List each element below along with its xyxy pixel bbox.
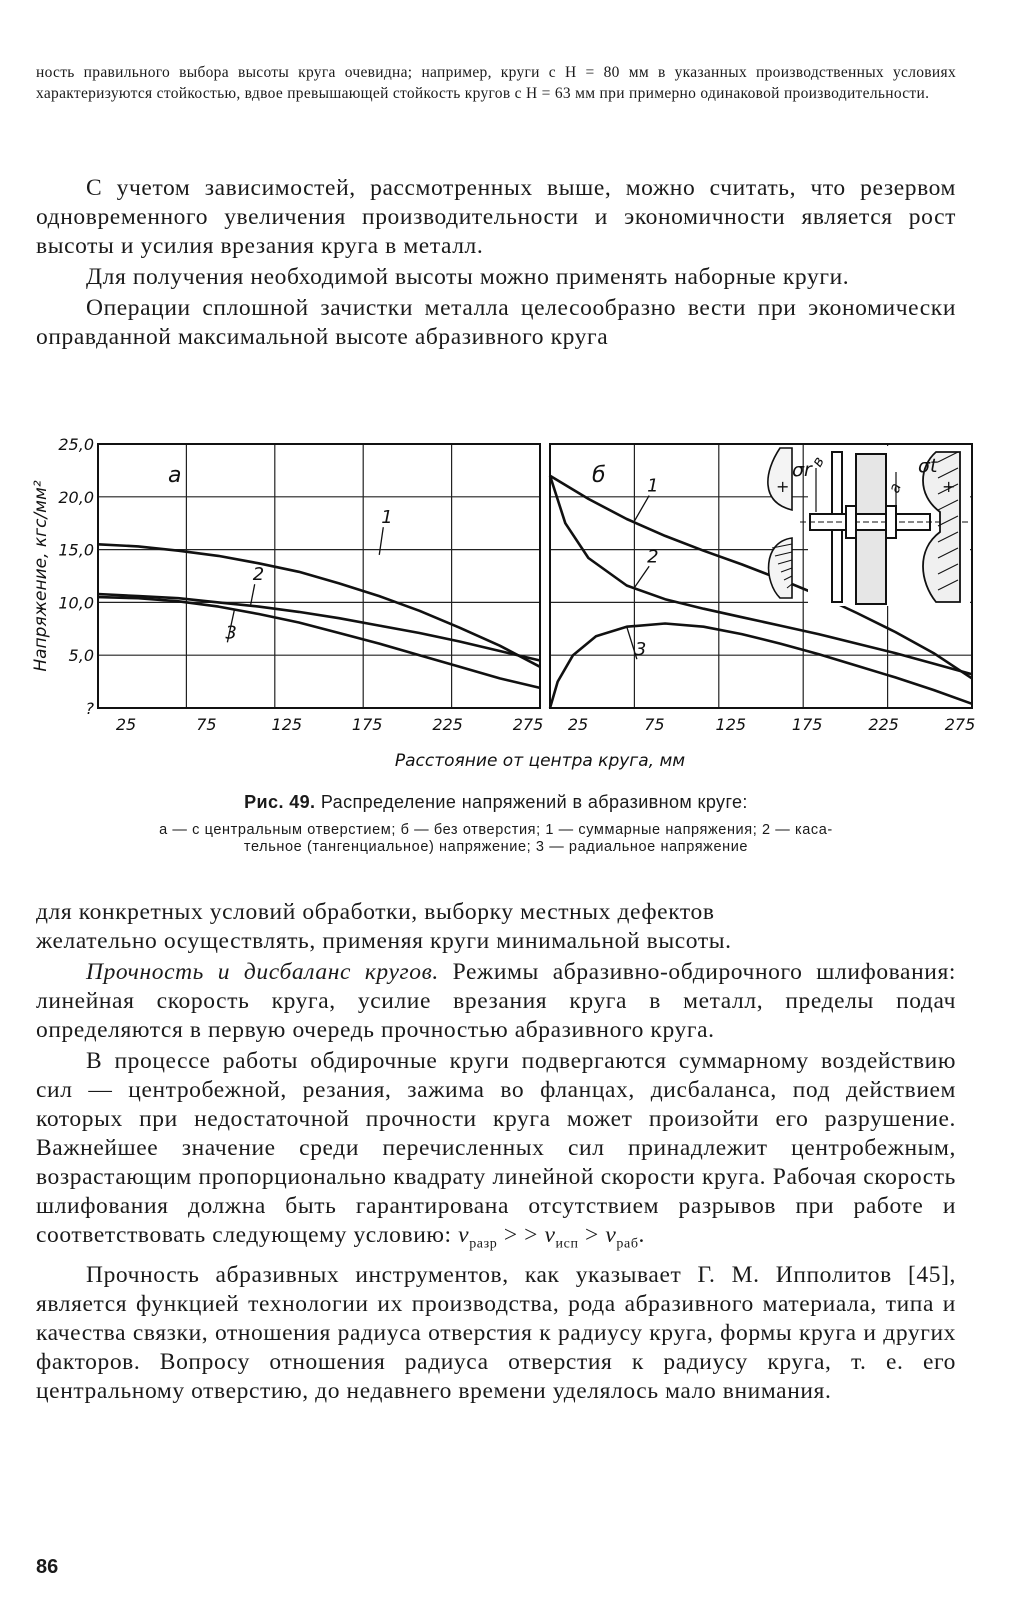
x-tick-label: 125 [715, 715, 747, 734]
x-tick-label: 25 [115, 715, 137, 734]
paragraph-strength [36, 958, 956, 1045]
forces-text: В процессе работы обдирочные круги подвергаются суммарному воздействию сил — центробежной, резания, зажима во фланцах, дисбаланса, под действием которых при недостаточной прочности круга может произойти его разрушение. Важнейшее значение среди перечисленных сил принадлежит центробежным, возрастающим пропорционально квадрату линейной скорости круга. Рабочая скорость шлифования должна быть гарантирована отсутствием разрывов при работе и соответствовать следующему условию: [36, 1048, 956, 1248]
nut [846, 506, 856, 538]
x-tick-label: 175 [791, 715, 823, 734]
wheel-inset-diagram [768, 446, 970, 606]
sigma-t-label: σt [918, 455, 938, 477]
upper-text [36, 174, 956, 352]
strength-text: Режимы абразивно-обдирочного шлифования: линейная скорость круга, усилие врезания круга в металл, пределы подач определяются в первую очередь прочностью абразивного круга. [36, 959, 956, 1043]
panel-label: а [168, 463, 182, 488]
figure-title: Распределение напряжений в абразивном круге: [320, 792, 748, 812]
section-heading-strength: Прочность и дисбаланс кругов. [86, 959, 439, 985]
dimension-label-b: в [807, 453, 828, 470]
paragraph-minimal-height [36, 898, 956, 956]
paragraph-forces [36, 1047, 956, 1259]
paragraph-reserve: С учетом зависимостей, рассмотренных выше, можно считать, что резервом одновременного увеличения производительности и экономичности является рост высоты и усилия врезания круга в металл. [36, 175, 956, 259]
figure-legend [36, 822, 956, 856]
y-tick-label: 25,0 [58, 435, 94, 454]
figure-svg [20, 432, 990, 802]
paragraph-cleaning: Операции сплошной зачистки металла целесообразно вести при экономически оправданной максимальной высоте абразивного круга [36, 295, 956, 350]
series-leader-line [379, 527, 383, 555]
series-line-3 [550, 624, 972, 709]
series-leader-line [251, 584, 255, 604]
plus-sign: + [942, 477, 956, 496]
series-label-1: 1 [381, 507, 393, 529]
top-paragraph: ность правильного выбора высоты круга очевидна; например, круги с H = 80 мм в указанных производственных условиях характеризуются стойкостью, вдвое превышающей стойкость кругов с H = 63 мм при примерно одинаковой производительности. [36, 64, 956, 102]
x-tick-label: 75 [644, 715, 665, 734]
series-label-2: 2 [647, 546, 659, 568]
series-label-3: 3 [634, 639, 647, 661]
x-tick-label: 125 [271, 715, 303, 734]
x-tick-label: 275 [944, 715, 976, 734]
figure-legend-line-2: тельное (тангенциальное) напряжение; 3 — радиальное напряжение [243, 839, 749, 855]
x-tick-label: 175 [351, 715, 383, 734]
figure-49 [20, 432, 990, 802]
plus-sign: + [776, 477, 790, 496]
x-axis-label: Расстояние от центра круга, мм [394, 751, 686, 771]
series-leader-line [634, 566, 649, 587]
page-number: 86 [36, 1556, 59, 1578]
series-label-1: 1 [647, 475, 659, 497]
series-label-3: 3 [225, 622, 237, 644]
y-tick-label: 15,0 [58, 540, 94, 560]
sigma-r-diagram-bottom [769, 538, 792, 598]
figure-number: Рис. 49. [244, 792, 316, 812]
minimal-height-line-1: для конкретных условий обработки, выборку местных дефектов [36, 899, 715, 925]
figure-legend-line-1: а — с центральным отверстием; б — без отверстия; 1 — суммарные напряжения; 2 — каса- [159, 822, 833, 838]
figure-caption [36, 792, 956, 813]
y-tick-label: 5,0 [68, 646, 94, 666]
dimension-label-a: а [884, 480, 905, 496]
y-axis-label: Напряжение, кгс/мм² [31, 480, 51, 672]
plot-frame [98, 444, 540, 708]
lower-text [36, 898, 956, 1406]
y-tick-label: 10,0 [58, 593, 94, 613]
y-tick-label: 20,0 [58, 487, 94, 507]
series-label-2: 2 [252, 564, 265, 586]
minimal-height-line-2: желательно осуществлять, применяя круги минимальной высоты. [36, 928, 732, 954]
paragraph-ippolitov: Прочность абразивных инструментов, как указывает Г. М. Ипполитов [45], является функцией технологии их производства, рода абразивного материала, типа и качества связки, отношения радиуса отверстия к радиусу круга, формы круга и других факторов. Вопросу отношения радиуса отверстия к радиусу круга, т. е. его центральному отверстию, до недавнего времени уделялось мало внимания. [36, 1261, 956, 1404]
paragraph-set-wheels: Для получения необходимой высоты можно применять наборные круги. [86, 264, 850, 290]
x-tick-label: 25 [567, 715, 589, 734]
series-leader-line [634, 496, 649, 522]
panel-label: б [592, 463, 606, 488]
x-tick-label: 225 [868, 715, 899, 734]
series-line-1 [98, 544, 540, 667]
series-line-3 [98, 597, 540, 688]
x-tick-label: 225 [432, 715, 463, 734]
y-tick-label: ? [85, 699, 94, 718]
sigma-r-label: σr [792, 459, 812, 481]
x-tick-label: 75 [196, 715, 217, 734]
x-tick-label: 275 [512, 715, 544, 734]
nut [886, 506, 896, 538]
speed-condition-formula: $v_{разр}$ > > $v_{исп} > v_{раб}$. [458, 1222, 646, 1252]
